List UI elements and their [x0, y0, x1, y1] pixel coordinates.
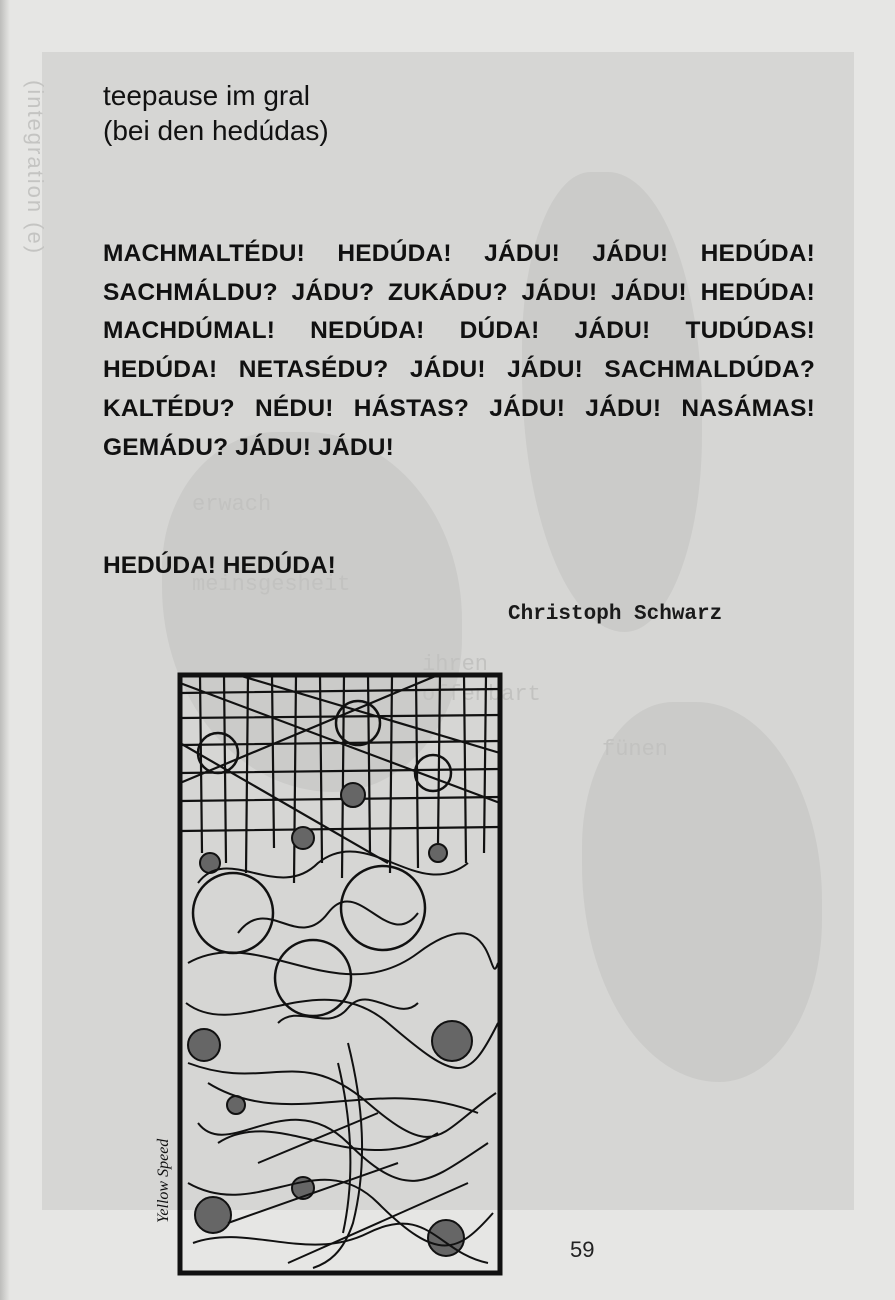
drawing-signature: Yellow Speed [155, 1138, 172, 1223]
bg-typed-line: meinsgesheit [192, 572, 351, 597]
faded-vertical-text: (integration (e) [23, 80, 48, 256]
drawing-hatched-dots [188, 783, 472, 1256]
poem-title [103, 78, 329, 148]
page-edge [0, 0, 10, 1300]
title-line-1: teepause im gral [103, 80, 311, 111]
poem-refrain: HEDÚDA! HEDÚDA! [103, 552, 336, 579]
author-name: Christoph Schwarz [508, 603, 723, 626]
bg-typed-line: erwach [192, 492, 272, 517]
bg-typed-line: offenbart [422, 682, 541, 707]
page-number: 59 [570, 1237, 595, 1262]
title-line-2: (bei den hedúdas) [103, 115, 329, 146]
bg-typed-line: ihren [422, 652, 489, 677]
poem-body: MACHMALTÉDU! HEDÚDA! JÁDU! JÁDU! HEDÚDA! SACHMÁLDU? JÁDU? ZUKÁDU? JÁDU! JÁDU! HEDÚDA! MACHDÚMAL! NEDÚDA! DÚDA! JÁDU! TUDÚDAS! HEDÚDA! NETASÉDU? JÁDU! JÁDU! SACHMALDÚDA? KALTÉDU? NÉDU! HÁSTAS? JÁDU! JÁDU! NASÁMAS! GEMÁDU? JÁDU! JÁDU! [103, 240, 815, 461]
ink-drawing-illustration [138, 663, 506, 1280]
bg-typed-line: fünen [602, 737, 669, 762]
